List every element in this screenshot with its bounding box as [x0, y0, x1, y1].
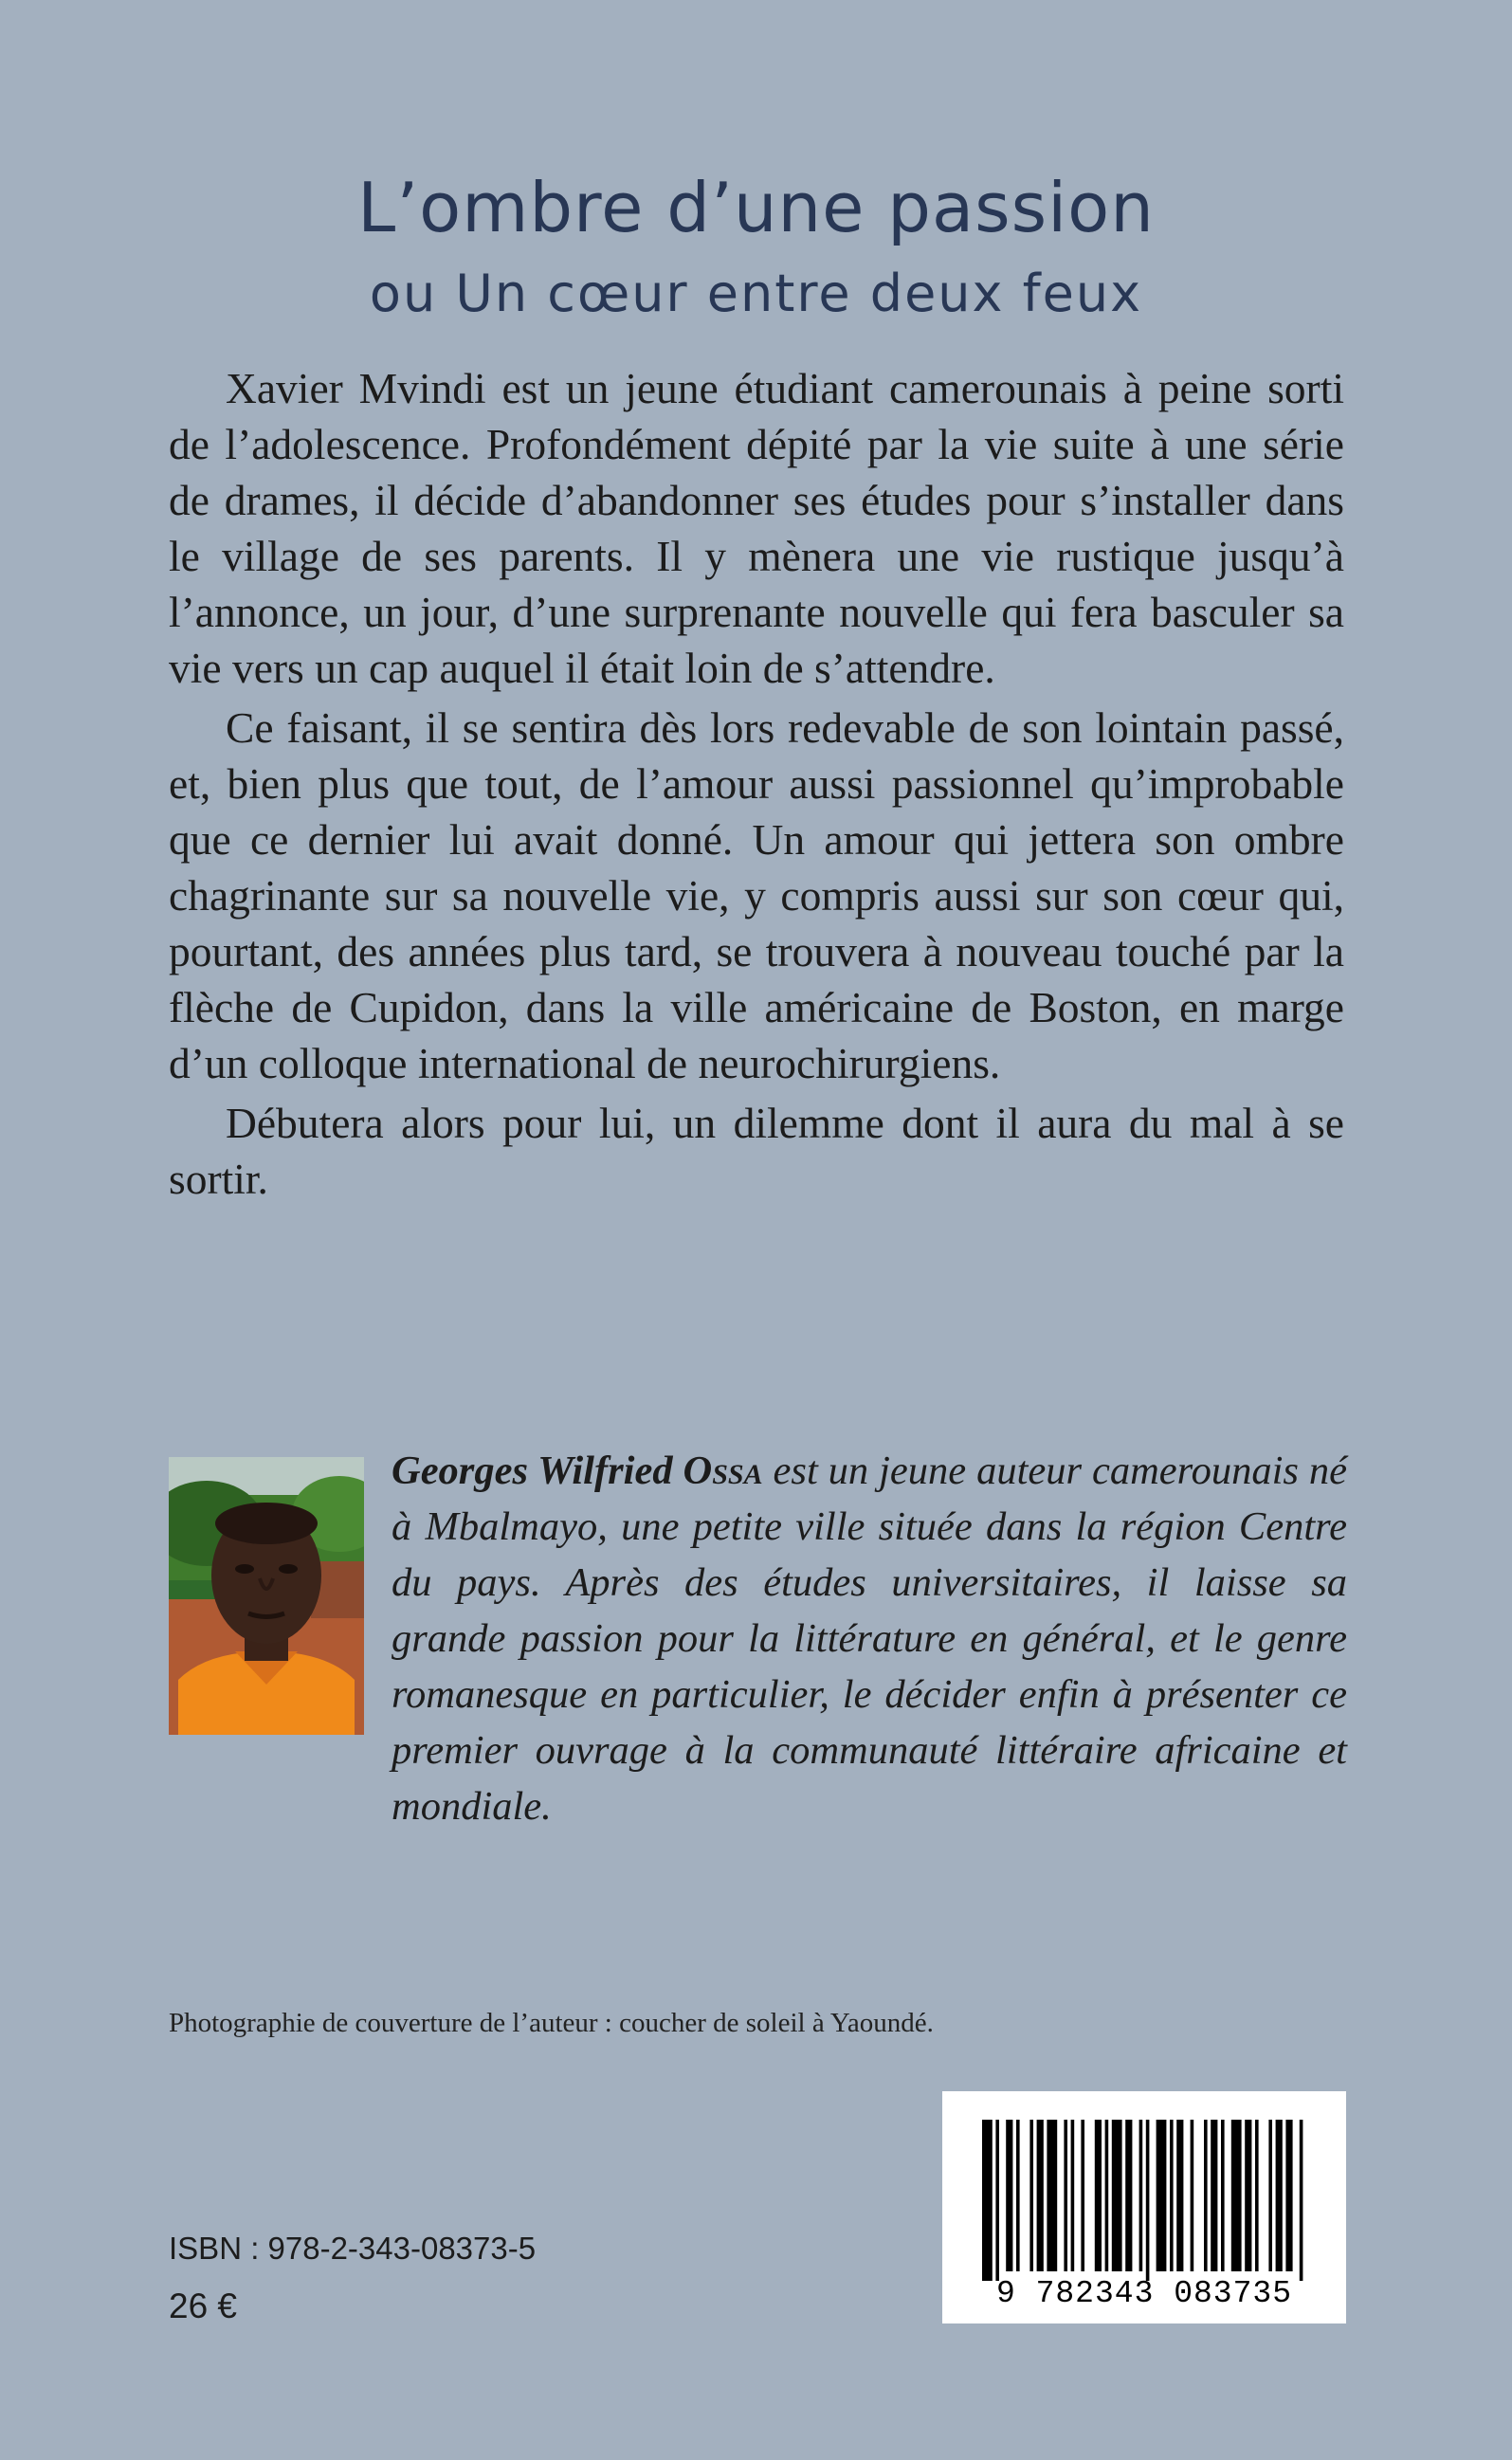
barcode-bar	[1037, 2120, 1044, 2271]
author-first-names: Georges Wilfried	[392, 1449, 683, 1493]
barcode-bar	[995, 2120, 999, 2281]
barcode-bar	[1016, 2120, 1020, 2271]
barcode-bar	[1095, 2120, 1102, 2271]
barcode-bar	[1139, 2120, 1143, 2271]
blurb-paragraph: Ce faisant, il se sentira dès lors redevable de son lointain passé, et, bien plus que tout, de l’amour aussi passionnel qu’improbable que ce dernier lui avait donné. Un amour qui jettera son ombre chagrinante sur sa nouvelle vie, y compris aussi sur son cœur qui, pourtant, des années plus tard, se trouvera à nouveau touché par la flèche de Cupidon, dans la ville américaine de Boston, en marge d’un colloque international de neurochirurgiens.	[169, 703, 1344, 1087]
barcode-bar	[1071, 2120, 1075, 2271]
barcode-bar	[1047, 2120, 1057, 2271]
barcode-bar	[1170, 2120, 1174, 2271]
barcode-bar	[1157, 2120, 1167, 2271]
barcode-bar	[1125, 2120, 1132, 2271]
barcode-bar	[1064, 2120, 1067, 2271]
price: 26 €	[169, 2287, 238, 2325]
author-photo	[169, 1457, 364, 1735]
photo-credit: Photographie de couverture de l’auteur : coucher de soleil à Yaoundé.	[169, 2008, 934, 2038]
barcode-bar	[1231, 2120, 1242, 2271]
barcode-bar	[1285, 2120, 1292, 2271]
author-bio-text: est un jeune auteur camerounais né à Mbalmayo, une petite ville située dans la région Centre du pays. Après des études universitaires, il laisse sa grande passion pour la littérature en général, et le genre romanesque en particulier, le décider enfin à présenter ce premier ouvrage à la communauté littéraire africaine et mondiale.	[392, 1449, 1347, 1829]
barcode-bar	[1255, 2120, 1259, 2271]
barcode-bar	[1105, 2120, 1109, 2271]
barcode-bar	[1081, 2120, 1084, 2271]
barcode-bar	[1191, 2120, 1194, 2271]
barcode-bar	[1146, 2120, 1150, 2281]
barcode-bar	[1245, 2120, 1251, 2271]
barcode-bar	[1112, 2120, 1122, 2271]
author-bio	[392, 1443, 1347, 1834]
barcode-bar	[1268, 2120, 1272, 2271]
barcode-bar	[1221, 2120, 1225, 2271]
book-title: L’ombre d’une passion	[357, 168, 1155, 247]
barcode-bars	[982, 2120, 1303, 2281]
barcode-bar	[1276, 2120, 1283, 2271]
barcode-bar	[1211, 2120, 1217, 2271]
barcode-bar	[1204, 2120, 1208, 2271]
blurb-paragraph: Xavier Mvindi est un jeune étudiant camerounais à peine sorti de l’adolescence. Profondément dépité par la vie suite à une série de drames, il décide d’abandonner ses études pour s’installer dans le village de ses parents. Il y mènera une vie rustique jusqu’à l’annonce, un jour, d’une surprenante nouvelle qui fera basculer sa vie vers un cap auquel il était loin de s’attendre.	[169, 364, 1344, 692]
book-blurb	[169, 360, 1344, 1207]
isbn: ISBN : 978-2-343-08373-5	[169, 2231, 537, 2266]
barcode-bar	[1006, 2120, 1012, 2271]
blurb-paragraph: Débutera alors pour lui, un dilemme dont il aura du mal à se sortir.	[169, 1099, 1344, 1203]
barcode-bar	[1029, 2120, 1033, 2271]
author-surname: Ossa	[683, 1449, 763, 1493]
book-subtitle: ou Un cœur entre deux feux	[369, 264, 1143, 323]
barcode-bar	[1300, 2120, 1303, 2281]
barcode-bar	[982, 2120, 993, 2281]
barcode-bar	[1176, 2120, 1183, 2271]
barcode-number: 9 782343 083735	[995, 2276, 1293, 2311]
barcode	[942, 2091, 1346, 2323]
